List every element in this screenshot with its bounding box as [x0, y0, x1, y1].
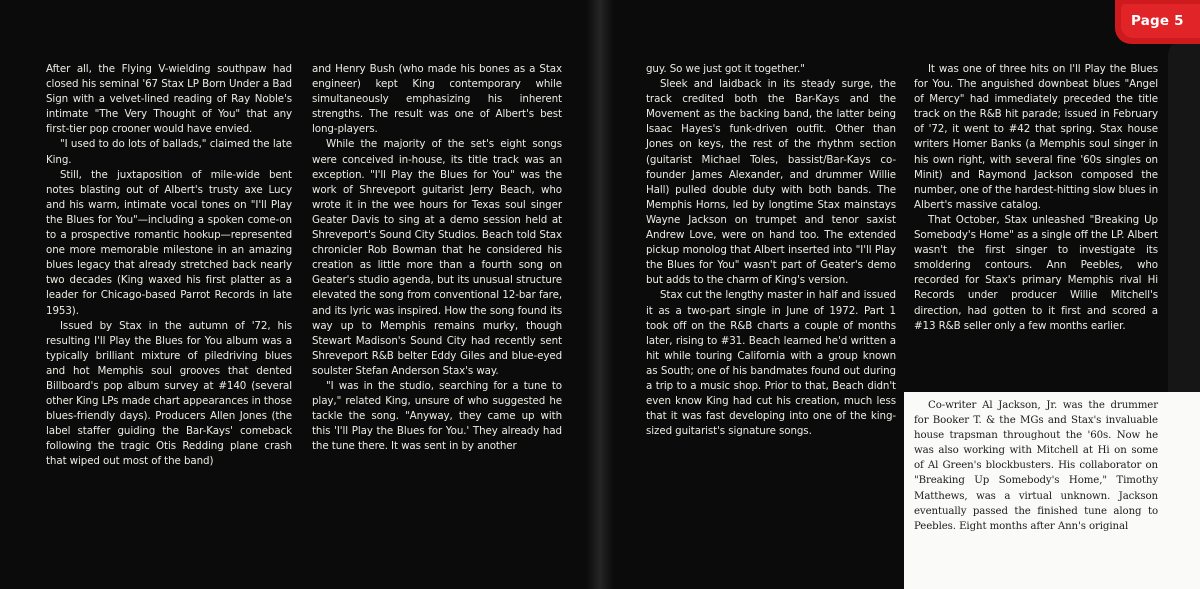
paragraph: After all, the Flying V-wielding southpaw had closed his seminal '67 Stax LP Born Under a Bad Sign with a velvet-lined reading of Ray Noble's intimate "The Very Thought of You" that any first-tier pop crooner would have envied.	[46, 63, 292, 136]
paragraph: While the majority of the set's eight songs were conceived in-house, its title track was an exception. "I'll Play the Blues for You" was the work of Shreveport guitarist Jerry Beach, who wrote it in the wee hours for Texas soul singer Geater Davis to sing at a demo session held at Shreveport's Sound City Studios. Beach told Stax chronicler Rob Bowman that he considered his creation as little more than a fourth song on Geater's studio agenda, but its unusual structure elevated the song from conventional 12-bar fare, and its lyric was inspired. How the song found its way up to Memphis remains murky, though Stewart Madison's Sound City had recently sent Shreveport R&B belter Eddy Giles and blue-eyed soulster Stefan Anderson Stax's way.	[312, 138, 562, 377]
text-column-2	[312, 62, 562, 454]
paragraph: Sleek and laidback in its steady surge, the track credited both the Bar-Kays and the Movement as the backing band, the latter being Isaac Hayes's funk-driven outfit. Other than Jones on keys, the rest of the rhythm section (guitarist Michael Toles, bassist/Bar-Kays co-founder James Alexander, and drummer Willie Hall) pulled double duty with both bands. The Memphis Horns, led by longtime Stax mainstays Wayne Jackson on trumpet and tenor saxist Andrew Love, were on hand too. The extended pickup monolog that Albert inserted into "I'll Play the Blues for You" wasn't part of Geater's demo but adds to the charm of King's version.	[646, 78, 896, 287]
page-number-tab	[1121, 4, 1200, 38]
paragraph: That October, Stax unleashed "Breaking Up Somebody's Home" as a single off the LP. Albert wasn't the first singer to investigate its smoldering contours. Ann Peebles, who recorded for Stax's primary Memphis rival Hi Records under producer Willie Mitchell's direction, had gotten to it first and scored a #13 R&B seller only a few months earlier.	[914, 213, 1158, 332]
page-number-label: Page 5	[1131, 13, 1184, 29]
paragraph: "I was in the studio, searching for a tune to play," related King, unsure of who suggested he tackle the song. "Anyway, they came up with this 'I'll Play the Blues for You.' They already had the tune there. It was sent in by another	[312, 379, 562, 453]
text-column-5	[914, 398, 1158, 534]
paragraph: guy. So we just got it together."	[646, 63, 805, 75]
page-gutter	[586, 0, 614, 589]
text-column-1	[46, 62, 292, 470]
paragraph: It was one of three hits on I'll Play the Blues for You. The anguished downbeat blues "Angel of Mercy" had immediately preceded the title track on the R&B hit parade; issued in February of '72, it went to #42 that spring. Stax house writers Homer Banks (a Memphis soul singer in his own right, with several fine '60s singles on Minit) and Raymond Jackson composed the number, one of the hardest-hitting slow blues in Albert's massive catalog.	[914, 63, 1158, 211]
paragraph: "I used to do lots of ballads," claimed the late King.	[46, 138, 292, 166]
paragraph: Still, the juxtaposition of mile-wide bent notes blasting out of Albert's trusty axe Lucy and his warm, intimate vocal tones on "I'll Play the Blues for You"—including a spoken come-on to a prospective romantic hookup—represented one more memorable milestone in an amazing blues legacy that already stretched back nearly two decades (King waxed his first platter as a leader for Chicago-based Parrot Records in late 1953).	[46, 168, 292, 317]
paragraph: Issued by Stax in the autumn of '72, his resulting I'll Play the Blues for You album was a typically brilliant mixture of piledriving blues and hot Memphis soul grooves that dented Billboard's pop album survey at #140 (several other King LPs made chart appearances in those blues-friendly days). Producers Allen Jones (the label staffer guiding the Bar-Kays' comeback following the tragic Otis Redding plane crash that wiped out most of the band)	[46, 319, 292, 468]
text-column-3	[646, 62, 896, 439]
text-column-4	[914, 62, 1158, 334]
paragraph: Stax cut the lengthy master in half and issued it as a two-part single in June of 1972. Part 1 took off on the R&B charts a couple of months later, rising to #31. Beach learned he'd written a hit while touring California with a group known as South; one of his bandmates found out during a trip to a music shop. Prior to that, Beach didn't even know King had cut his creation, much less that it was fast developing into one of the king-sized guitarist's signature songs.	[646, 289, 896, 438]
page-edge-curve	[1168, 38, 1200, 398]
paragraph: and Henry Bush (who made his bones as a Stax engineer) kept King contemporary while simultaneously emphasizing his inherent strengths. The result was one of Albert's best long-players.	[312, 63, 562, 136]
paragraph: Co-writer Al Jackson, Jr. was the drummer for Booker T. & the MGs and Stax's invaluable house trapsman throughout the '60s. Now he was also working with Mitchell at Hi on some of Al Green's blockbusters. His collaborator on "Breaking Up Somebody's Home," Timothy Matthews, was a virtual unknown. Jackson eventually passed the finished tune along to Peebles. Eight months after Ann's original	[914, 400, 1158, 532]
